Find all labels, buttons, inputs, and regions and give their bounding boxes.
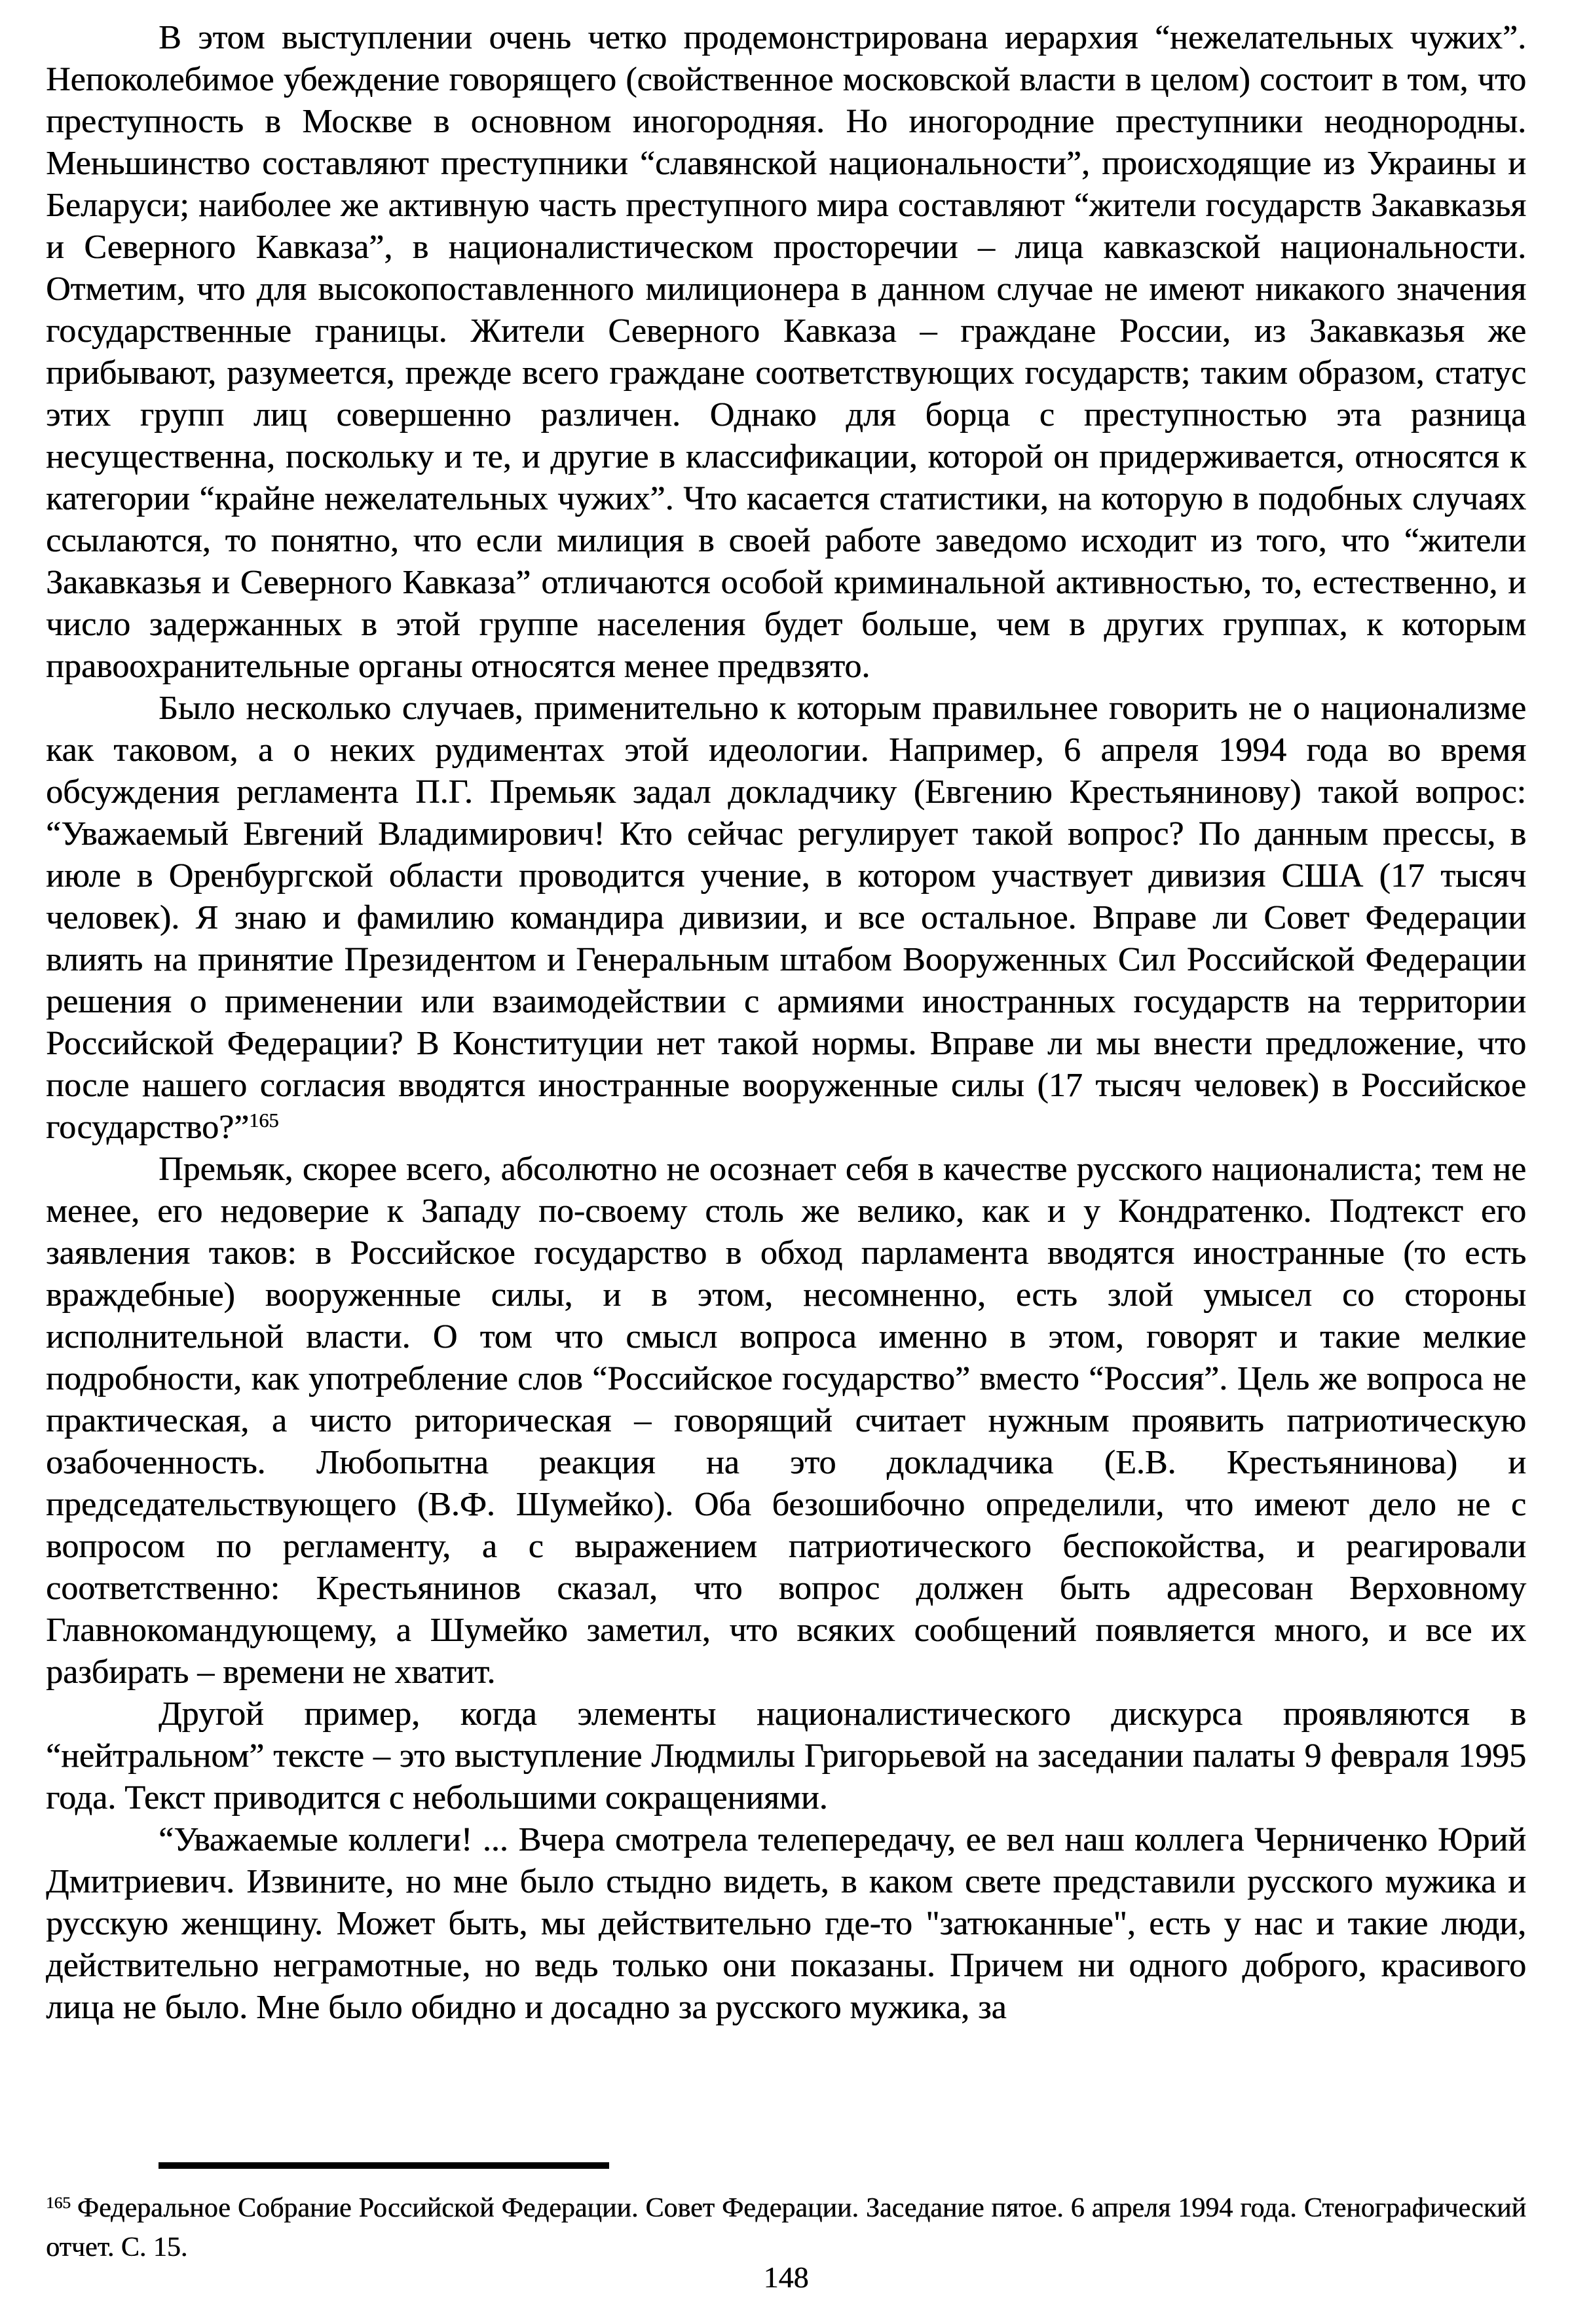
footnote-separator (159, 2162, 609, 2169)
footnote (46, 2188, 1526, 2267)
footnote-text: Федеральное Собрание Российской Федерации. Совет Федерации. Заседание пятое. 6 апреля 1994 года. Стенографический отчет. С. 15. (46, 2193, 1526, 2262)
footnote-ref-marker: 165 (249, 1109, 279, 1132)
page-number: 148 (763, 2260, 809, 2294)
footnote-section (46, 2162, 1526, 2267)
document-body (46, 17, 1526, 2029)
paragraph-2 (46, 688, 1526, 1149)
paragraph-1: В этом выступлении очень четко продемонстрирована иерархия “нежелательных чужих”. Непоколебимое убеждение говорящего (свойственное московской власти в целом) состоит в том, что преступность в Москве в основном иногородняя. Но иногородние преступники неоднородны. Меньшинство составляют преступники “славянской национальности”, происходящие из Украины и Беларуси; наиболее же активную часть преступного мира составляют “жители государств Закавказья и Северного Кавказа”, в националистическом просторечии – лица кавказской национальности. Отметим, что для высокопоставленного милиционера в данном случае не имеют никакого значения государственные границы. Жители Северного Кавказа – граждане России, из Закавказья же прибывают, разумеется, прежде всего граждане соответствующих государств; таким образом, статус этих групп лиц совершенно различен. Однако для борца с преступностью эта разница несущественна, поскольку и те, и другие в классификации, которой он придерживается, относятся к категории “крайне нежелательных чужих”. Что касается статистики, на которую в подобных случаях ссылаются, то понятно, что если милиция в своей работе заведомо исходит из того, что “жители Закавказья и Северного Кавказа” отличаются особой криминальной активностью, то, естественно, и число задержанных в этой группе населения будет больше, чем в других группах, к которым правоохранительные органы относятся менее предвзято. (46, 19, 1526, 685)
paragraph-5: “Уважаемые коллеги! ... Вчера смотрела телепередачу, ее вел наш коллега Черниченко Юрий Дмитриевич. Извините, но мне было стыдно видеть, в каком свете представили русского мужика и русскую женщину. Может быть, мы действительно где-то "затюканные", есть у нас и такие люди, действительно неграмотные, но ведь только они показаны. Причем ни одного доброго, красивого лица не было. Мне было обидно и досадно за русского мужика, за (46, 1821, 1526, 2026)
paragraph-3: Премьяк, скорее всего, абсолютно не осознает себя в качестве русского националиста; тем не менее, его недоверие к Западу по-своему столь же велико, как и у Кондратенко. Подтекст его заявления таков: в Российское государство в обход парламента вводятся иностранные (то есть враждебные) вооруженные силы, и в этом, несомненно, есть злой умысел со стороны исполнительной власти. О том что смысл вопроса именно в этом, говорят и такие мелкие подробности, как употребление слов “Российское государство” вместо “Россия”. Цель же вопроса не практическая, а чисто риторическая – говорящий считает нужным проявить патриотическую озабоченность. Любопытна реакция на это докладчика (Е.В. Крестьянинова) и председательствующего (В.Ф. Шумейко). Оба безошибочно определили, что имеют дело не с вопросом по регламенту, а с выражением патриотического беспокойства, и реагировали соответственно: Крестьянинов сказал, что вопрос должен быть адресован Верховному Главнокомандующему, а Шумейко заметил, что всяких сообщений появляется много, и все их разбирать – времени не хватит. (46, 1151, 1526, 1691)
paragraph-2-text: Было несколько случаев, применительно к которым правильнее говорить не о национализме как таковом, а о неких рудиментах этой идеологии. Например, 6 апреля 1994 года во время обсуждения регламента П.Г. Премьяк задал докладчику (Евгению Крестьянинову) такой вопрос: “Уважаемый Евгений Владимирович! Кто сейчас регулирует такой вопрос? По данным прессы, в июле в Оренбургской области проводится учение, в котором участвует дивизия США (17 тысяч человек). Я знаю и фамилию командира дивизии, и все остальное. Вправе ли Совет Федерации влиять на принятие Президентом и Генеральным штабом Вооруженных Сил Российской Федерации решения о применении или взаимодействии с армиями иностранных государств на территории Российской Федерации? В Конституции нет такой нормы. Вправе ли мы внести предложение, что после нашего согласия вводятся иностранные вооруженные силы (17 тысяч человек) в Российское государство?” (46, 690, 1526, 1146)
paragraph-4: Другой пример, когда элементы националистического дискурса проявляются в “нейтральном” тексте – это выступление Людмилы Григорьевой на заседании палаты 9 февраля 1995 года. Текст приводится с небольшими сокращениями. (46, 1695, 1526, 1817)
footnote-number: 165 (46, 2194, 71, 2213)
